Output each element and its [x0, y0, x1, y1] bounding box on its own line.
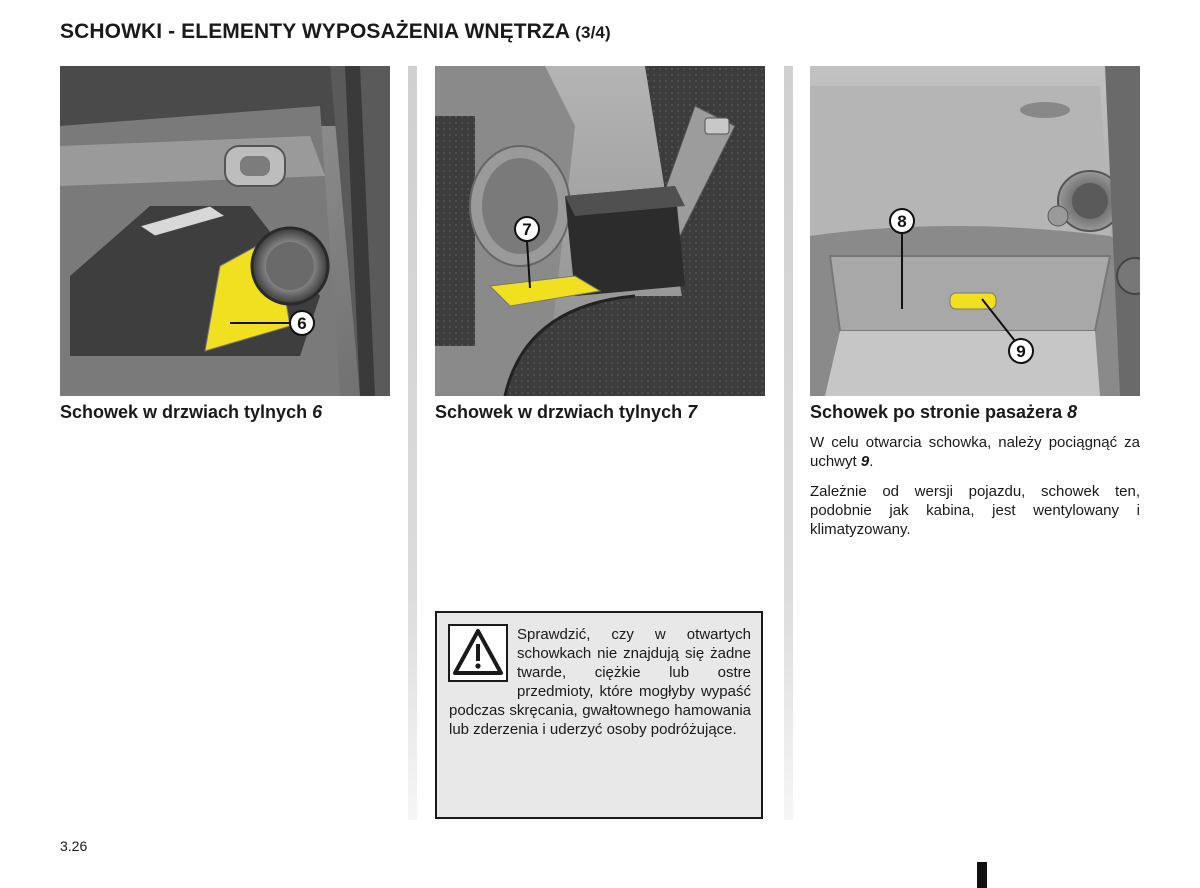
warning-text: Sprawdzić, czy w otwartych schowkach nie znajdują się żadne twarde, ciężkie lub ostre przedmioty, które mogłyby wypaść podczas skręcania, gwałtownego hamowania lub zderzenia i uderzyć osoby podróżujące. [449, 626, 751, 738]
section-heading-rear-door-7: Schowek w drzwiach tylnych 7 [435, 402, 698, 422]
rear-storage-illustration [435, 66, 765, 396]
passenger-paragraph-1: W celu otwarcia schowka, należy pociągnąć za uchwyt 9. [810, 434, 1140, 470]
figure-rear-door-pocket [60, 66, 390, 396]
section-heading-passenger-8: Schowek po stronie pasażera 8 [810, 402, 1078, 422]
callout-8: 8 [897, 212, 907, 231]
rear-door-illustration [60, 66, 390, 396]
section-heading-rear-door-6: Schowek w drzwiach tylnych 6 [60, 402, 323, 422]
callout-7: 7 [522, 220, 532, 239]
column-divider [408, 66, 417, 820]
passenger-paragraph-2: Zależnie od wersji pojazdu, schowek ten, podobnie jak kabina, jest wentylowany i klimatyzowany. [810, 483, 1140, 538]
callout-9: 9 [1016, 342, 1026, 361]
figure-rear-door-storage [435, 66, 765, 396]
figure-passenger-glovebox [810, 66, 1140, 396]
glovebox-illustration [810, 66, 1140, 396]
page-number: 3.26 [60, 838, 88, 854]
page-title-main: SCHOWKI - ELEMENTY WYPOSAŻENIA WNĘTRZA [60, 20, 570, 43]
warning-box [435, 611, 763, 819]
page-title-suffix: (3/4) [575, 23, 611, 42]
column-divider [784, 66, 793, 820]
callout-6: 6 [297, 314, 307, 333]
page-title [60, 20, 611, 44]
page-edge-tab [977, 862, 987, 888]
